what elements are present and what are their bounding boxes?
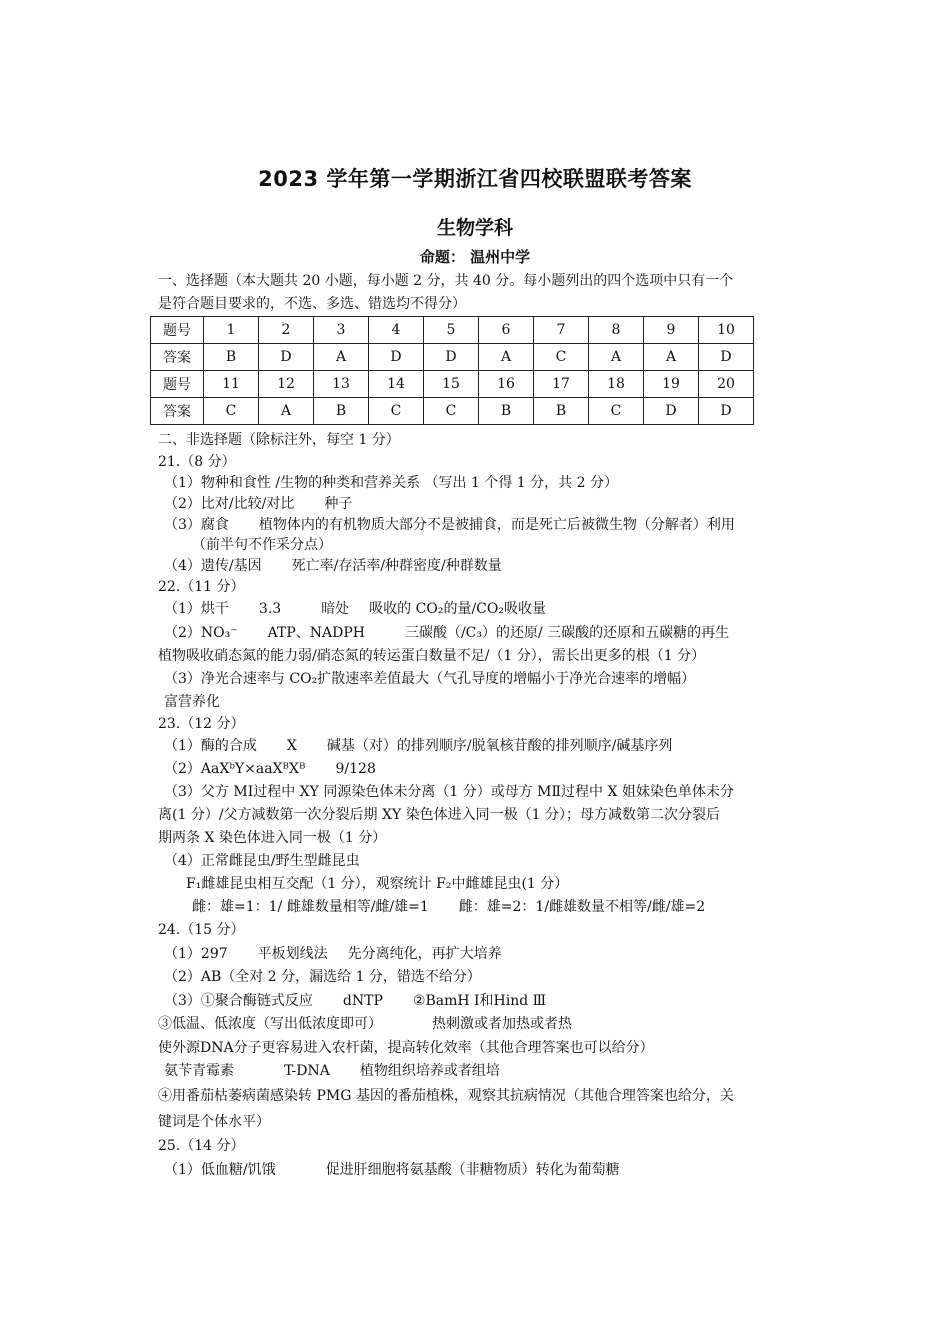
- q23-answer-4-result-a: 雌：雄=1：1/ 雌雄数量相等/雌/雄=1: [192, 899, 429, 915]
- question-number: 18: [589, 371, 644, 398]
- question-number: 7: [534, 317, 589, 344]
- q24-answer-3: [164, 992, 546, 1010]
- q21-answer-4a: （4）遗传/基因: [164, 558, 262, 574]
- q24-answer-1: [164, 945, 502, 963]
- q22-answer-2: [164, 624, 729, 642]
- question-number: 5: [424, 317, 479, 344]
- q23-answer-3-end: 期两条 X 染色体进入同一极（1 分）: [158, 830, 387, 846]
- question-number: 6: [479, 317, 534, 344]
- q24-answer-1a: （1）297: [164, 946, 228, 962]
- q24-answer-3b: dNTP: [342, 993, 383, 1009]
- q22-answer-1d: 吸收的 CO₂的量/CO₂吸收量: [369, 601, 546, 617]
- q24-answer-3-part3a: ③低温、低浓度（写出低浓度即可）: [158, 1016, 382, 1032]
- question-number: 17: [534, 371, 589, 398]
- q24-answer-3-part3: [158, 1015, 572, 1033]
- answer-cell: C: [424, 398, 479, 425]
- q22-answer-2b: ATP、NADPH: [267, 625, 365, 641]
- question-number: 12: [259, 371, 314, 398]
- table-row: [151, 344, 754, 371]
- q21-answer-3: [164, 516, 735, 534]
- q24-answer-3a: （3）①聚合酶链式反应: [164, 993, 313, 1009]
- q24-answer-3-part4-end: 键词是个体水平）: [158, 1114, 270, 1130]
- q23-answer-2: [164, 760, 376, 778]
- answer-cell: A: [259, 398, 314, 425]
- question-number: 16: [479, 371, 534, 398]
- q24-answer-1c: 先分离纯化，再扩大培养: [347, 946, 502, 962]
- answer-cell: C: [369, 398, 424, 425]
- q23-answer-4-method: F₁雌雄昆虫相互交配（1 分），观察统计 F₂中雌雄昆虫(1 分）: [186, 876, 569, 892]
- q22-answer-3-continued: 富营养化: [164, 694, 220, 710]
- q23-heading: 23.（12 分）: [158, 716, 245, 732]
- q22-answer-2c: 三碳酸（/C₃）的还原/ 三碳酸的还原和五碳糖的再生: [404, 625, 730, 641]
- q23-answer-4-result-b: 雌：雄=2：1/雌雄数量不相等/雌/雄=2: [458, 899, 706, 915]
- q23-answer-1c: 碱基（对）的排列顺序/脱氧核苷酸的排列顺序/碱基序列: [326, 738, 673, 754]
- q21-answer-2a: （2）比对/比较/对比: [164, 496, 295, 512]
- q25-heading: 25.（14 分）: [158, 1138, 245, 1154]
- q23-answer-4: （4）正常雌昆虫/野生型雌昆虫: [164, 853, 360, 869]
- question-number: 20: [699, 371, 754, 398]
- question-number: 4: [369, 317, 424, 344]
- row-label: 题号: [151, 317, 204, 344]
- q23-answer-3: （3）父方 MⅠ过程中 XY 同源染色体未分离（1 分）或母方 MⅡ过程中 X 姐妹染色单体未分: [164, 784, 734, 800]
- q23-answer-2b: 9/128: [335, 761, 376, 777]
- answer-cell: D: [369, 344, 424, 371]
- answer-cell: C: [534, 344, 589, 371]
- q23-answer-1: [164, 737, 672, 755]
- q24-heading: 24.（15 分）: [158, 922, 245, 938]
- q23-answer-2a: （2）AaXᵇY×aaXᴮXᴮ: [164, 761, 306, 777]
- q23-answer-1a: （1）酶的合成: [164, 738, 257, 754]
- q25-answer-1b: 促进肝细胞将氨基酸（非糖物质）转化为葡萄糖: [325, 1162, 620, 1178]
- answer-cell: D: [699, 344, 754, 371]
- answer-cell: C: [204, 398, 259, 425]
- q21-answer-4b: 死亡率/存活率/种群密度/种群数量: [291, 558, 502, 574]
- question-number: 3: [314, 317, 369, 344]
- q24-answer-3-extra-a: 氨苄青霉素: [164, 1063, 234, 1079]
- q23-answer-1b: X: [286, 738, 297, 754]
- q21-answer-3a: （3）腐食: [164, 517, 229, 533]
- question-number: 11: [204, 371, 259, 398]
- answer-cell: A: [314, 344, 369, 371]
- answer-cell: D: [644, 398, 699, 425]
- q22-answer-1: [164, 600, 546, 618]
- q22-answer-1c: 暗处: [321, 601, 350, 617]
- section2-header: 二、非选择题（除标注外，每空 1 分）: [158, 432, 400, 448]
- q21-answer-4: [164, 557, 502, 575]
- q24-answer-3-extra: [164, 1062, 500, 1080]
- q21-answer-3b: 植物体内的有机物质大部分不是被捕食，而是死亡后被微生物（分解者）利用: [258, 517, 735, 533]
- question-number: 2: [259, 317, 314, 344]
- q22-heading: 22.（11 分）: [158, 579, 245, 595]
- question-number: 15: [424, 371, 479, 398]
- q21-answer-3-note: （前半句不作采分点）: [192, 537, 332, 553]
- q21-answer-2: [164, 495, 352, 513]
- q24-answer-3-part3b: 热刺激或者加热或者热: [432, 1016, 572, 1032]
- author-byline: 命题： 温州中学: [419, 248, 531, 266]
- q23-answer-3-continued: 离(1 分）/父方减数第一次分裂后期 XY 染色体进入同一极（1 分）；母方减数第二次分裂后: [158, 807, 721, 823]
- q23-answer-4-results: [192, 898, 705, 916]
- table-row: [151, 317, 754, 344]
- q22-answer-2-continued: 植物吸收硝态氮的能力弱/硝态氮的转运蛋白数量不足/（1 分），需长出更多的根（1 分）: [158, 648, 706, 664]
- q21-heading: 21.（8 分）: [158, 454, 236, 470]
- answer-cell: C: [589, 398, 644, 425]
- table-row: [151, 371, 754, 398]
- section1-instructions-line2: 是符合题目要求的，不选、多选、错选均不得分）: [158, 296, 466, 312]
- question-number: 14: [369, 371, 424, 398]
- q24-answer-3-extra-b: T-DNA: [284, 1063, 330, 1079]
- q22-answer-2a: （2）NO₃⁻: [164, 625, 238, 641]
- section1-instructions-line1: 一、选择题（本大题共 20 小题，每小题 2 分，共 40 分。每小题列出的四个选项中只有一个: [158, 273, 734, 289]
- answer-cell: D: [259, 344, 314, 371]
- answer-cell: A: [644, 344, 699, 371]
- q24-answer-3-reason: 使外源DNA分子更容易进入农杆菌，提高转化效率（其他合理答案也可以给分）: [158, 1040, 654, 1056]
- question-number: 10: [699, 317, 754, 344]
- table-row: [151, 398, 754, 425]
- row-label: 答案: [151, 344, 204, 371]
- q21-answer-1: （1）物种和食性 /生物的种类和营养关系 （写出 1 个得 1 分，共 2 分）: [164, 475, 618, 491]
- question-number: 9: [644, 317, 699, 344]
- q25-answer-1: [164, 1161, 620, 1179]
- document-title: 2023 学年第一学期浙江省四校联盟联考答案: [258, 167, 692, 191]
- q24-answer-3-part4: ④用番茄枯萎病菌感染转 PMG 基因的番茄植株，观察其抗病情况（其他合理答案也给分，关: [158, 1088, 734, 1104]
- answer-cell: D: [699, 398, 754, 425]
- q24-answer-2: （2）AB（全对 2 分，漏选给 1 分，错选不给分）: [164, 969, 481, 985]
- question-number: 8: [589, 317, 644, 344]
- answer-cell: D: [424, 344, 479, 371]
- subject-title: 生物学科: [436, 217, 513, 239]
- q22-answer-3: （3）净光合速率与 CO₂扩散速率差值最大（气孔导度的增幅小于净光合速率的增幅）: [164, 671, 696, 687]
- row-label: 题号: [151, 371, 204, 398]
- q24-answer-1b: 平板划线法: [257, 946, 328, 962]
- q22-answer-1b: 3.3: [258, 601, 282, 617]
- q25-answer-1a: （1）低血糖/饥饿: [164, 1162, 276, 1178]
- answer-cell: B: [204, 344, 259, 371]
- answer-table: [150, 316, 754, 425]
- q24-answer-3c: ②BamH Ⅰ和Hind Ⅲ: [412, 993, 547, 1009]
- question-number: 19: [644, 371, 699, 398]
- answer-cell: B: [479, 398, 534, 425]
- q22-answer-1a: （1）烘干: [164, 601, 229, 617]
- answer-cell: B: [314, 398, 369, 425]
- q21-answer-2b: 种子: [324, 496, 353, 512]
- question-number: 13: [314, 371, 369, 398]
- row-label: 答案: [151, 398, 204, 425]
- question-number: 1: [204, 317, 259, 344]
- answer-cell: A: [589, 344, 644, 371]
- answer-cell: B: [534, 398, 589, 425]
- answer-cell: A: [479, 344, 534, 371]
- q24-answer-3-extra-c: 植物组织培养或者组培: [359, 1063, 500, 1079]
